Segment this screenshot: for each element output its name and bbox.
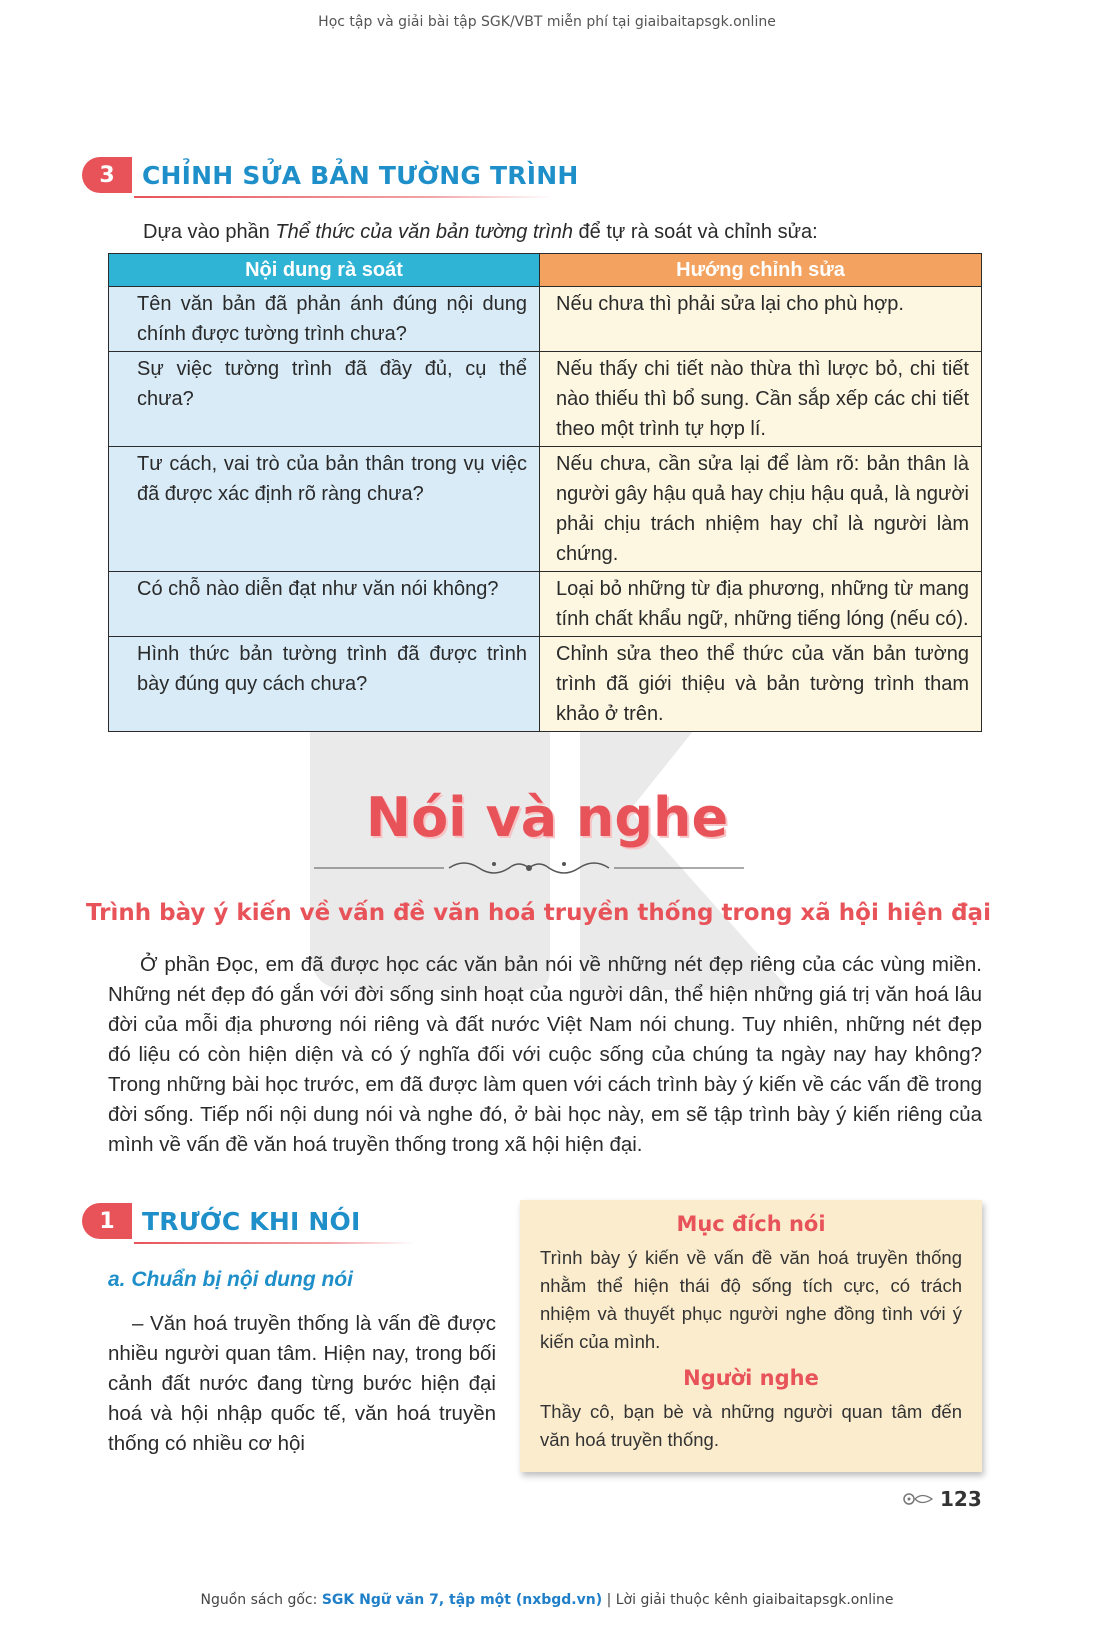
section-1-title: TRƯỚC KHI NÓI xyxy=(142,1206,361,1236)
footer: Nguồn sách gốc: SGK Ngữ văn 7, tập một (nxbgd.vn) | Lời giải thuộc kênh giaibaitapsgk.online xyxy=(200,1592,894,1608)
review-table xyxy=(108,253,982,732)
noi-va-nghe-title: Nói và nghe xyxy=(365,786,729,849)
section-3-intro: Dựa vào phần Thể thức của văn bản tường trình để tự rà soát và chỉnh sửa: xyxy=(143,221,818,243)
review-cell: Tư cách, vai trò của bản thân trong vụ việc đã được xác định rõ ràng chưa? xyxy=(109,447,540,572)
table-row xyxy=(109,287,982,352)
page-number-text: 123 xyxy=(940,1487,982,1511)
header-huong-chinh-sua: Hướng chỉnh sửa xyxy=(540,254,982,287)
section-1-underline xyxy=(134,1242,414,1244)
footer-source-link[interactable]: SGK Ngữ văn 7, tập một (nxbgd.vn) xyxy=(321,1592,603,1608)
noi-va-nghe-subtitle: Trình bày ý kiến về vấn đề văn hoá truyền thống trong xã hội hiện đại xyxy=(86,900,991,926)
info-box xyxy=(520,1200,982,1472)
header-noi-dung: Nội dung rà soát xyxy=(109,254,540,287)
section-3-header xyxy=(82,157,578,193)
review-cell: Sự việc tường trình đã đầy đủ, cụ thể chưa? xyxy=(109,352,540,447)
table-row xyxy=(109,637,982,732)
audience-text: Thầy cô, bạn bè và những người quan tâm đến văn hoá truyền thống. xyxy=(540,1401,962,1450)
fix-cell: Loại bỏ những từ địa phương, những từ mang tính chất khẩu ngữ, những tiếng lóng (nếu có). xyxy=(540,572,982,637)
review-cell: Tên văn bản đã phản ánh đúng nội dung chính được tường trình chưa? xyxy=(109,287,540,352)
fix-cell: Chỉnh sửa theo thể thức của văn bản tường trình đã giới thiệu và bản tường trình tham khảo ở trên. xyxy=(540,637,982,732)
section-3-underline xyxy=(134,196,554,198)
section-3-number: 3 xyxy=(82,157,132,193)
review-table-header xyxy=(109,254,982,287)
flower-ornament-icon xyxy=(900,1490,934,1508)
section-1-number: 1 xyxy=(82,1203,132,1239)
review-cell: Hình thức bản tường trình đã được trình bày đúng quy cách chưa? xyxy=(109,637,540,732)
fix-cell: Nếu chưa thì phải sửa lại cho phù hợp. xyxy=(540,287,982,352)
fix-cell: Nếu thấy chi tiết nào thừa thì lược bỏ, chi tiết nào thiếu thì bổ sung. Cần sắp xếp các chi tiết theo một trình tự hợp lí. xyxy=(540,352,982,447)
audience-title: Người nghe xyxy=(683,1366,819,1390)
ornament-divider-icon xyxy=(314,858,744,878)
review-cell: Có chỗ nào diễn đạt như văn nói không? xyxy=(109,572,540,637)
table-row xyxy=(109,447,982,572)
purpose-title: Mục đích nói xyxy=(676,1212,826,1236)
page-number xyxy=(900,1487,982,1511)
section-1-text: – Văn hoá truyền thống là vấn đề được nhiều người quan tâm. Hiện nay, trong bối cảnh đất nước đang từng bước hiện đại hoá và hội nhập quốc tế, văn hoá truyền thống có nhiều cơ hội xyxy=(108,1312,496,1455)
section-3-title: CHỈNH SỬA BẢN TƯỜNG TRÌNH xyxy=(142,160,579,190)
top-banner: Học tập và giải bài tập SGK/VBT miễn phí tại giaibaitapsgk.online xyxy=(318,14,776,30)
table-row xyxy=(109,352,982,447)
sub-heading-a: a. Chuẩn bị nội dung nói xyxy=(108,1268,353,1291)
purpose-text: Trình bày ý kiến về vấn đề văn hoá truyền thống nhằm thể hiện thái độ sống tích cực, có trách nhiệm và thuyết phục người nghe đồng tình với ý kiến của mình. xyxy=(540,1247,962,1352)
table-row xyxy=(109,572,982,637)
intro-paragraph: Ở phần Đọc, em đã được học các văn bản nói về những nét đẹp riêng của các vùng miền. Những nét đẹp đó gắn với đời sống sinh hoạt của người dân, thể hiện những giá trị văn hoá lâu đời của mỗi địa phương nói riêng và đất nước Việt Nam nói chung. Tuy nhiên, những nét đẹp đó liệu có còn hiện diện và có ý nghĩa đối với cuộc sống của chúng ta ngày nay hay không? Trong những bài học trước, em đã được làm quen với cách trình bày ý kiến về các vấn đề trong đời sống. Tiếp nối nội dung nói và nghe đó, ở bài học này, em sẽ tập trình bày ý kiến riêng của mình về vấn đề văn hoá truyền thống trong xã hội hiện đại. xyxy=(108,953,982,1156)
fix-cell: Nếu chưa, cần sửa lại để làm rõ: bản thân là người gây hậu quả hay chịu hậu quả, là người phải chịu trách nhiệm hay chỉ là người làm chứng. xyxy=(540,447,982,572)
section-1-header xyxy=(82,1203,360,1239)
